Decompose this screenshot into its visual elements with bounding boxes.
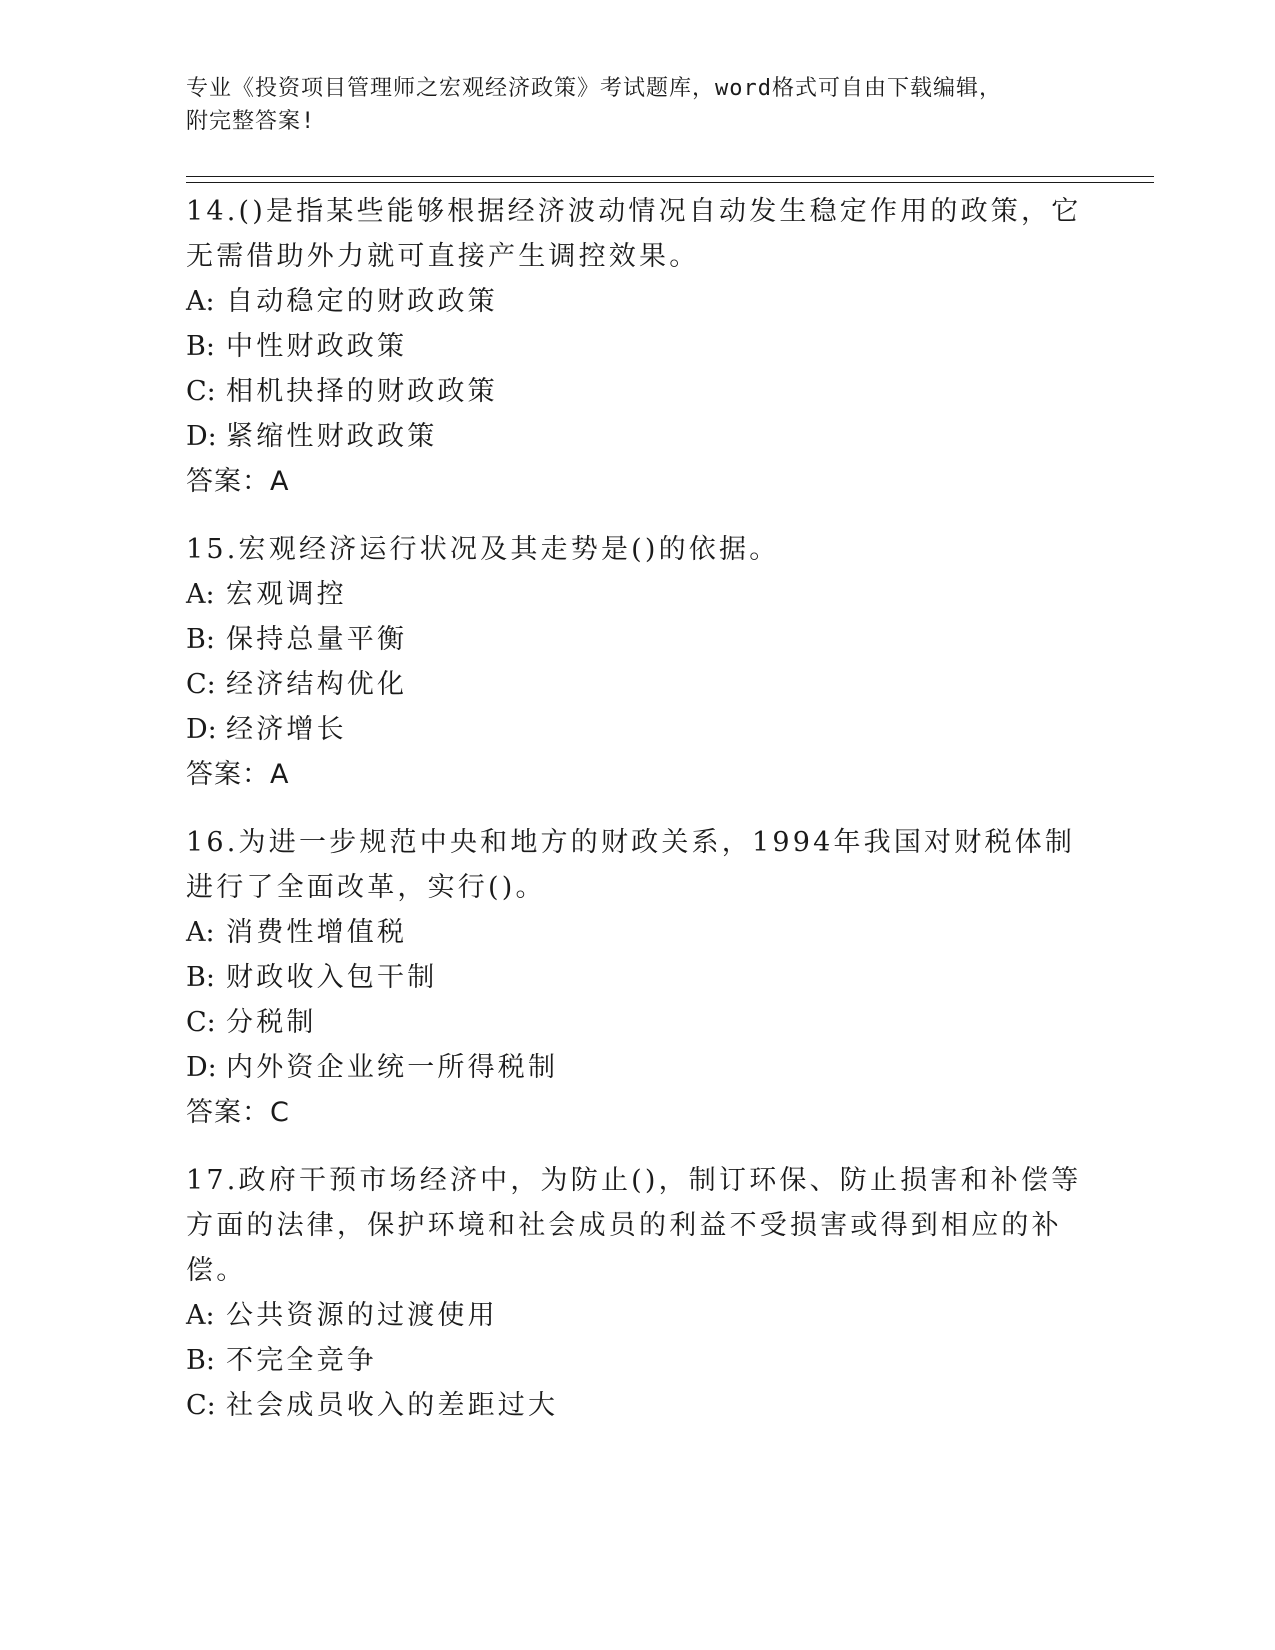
option-a [186,910,1086,955]
option-c [186,1000,1086,1045]
option-letter: D: [186,714,217,745]
option-letter: A: [186,579,215,610]
option-a [186,279,1086,324]
document-header [186,72,1066,138]
answer-line: 答案：A [186,759,290,790]
option-letter: C: [186,376,216,407]
option-text: 内外资企业统一所得税制 [226,1052,559,1083]
option-letter: B: [186,1345,215,1376]
option-text: 相机抉择的财政政策 [226,376,498,407]
answer-line: 答案：C [186,1097,290,1128]
option-text: 社会成员收入的差距过大 [226,1390,559,1421]
option-a [186,572,1086,617]
question-stem: 16.为进一步规范中央和地方的财政关系，1994年我国对财税体制进行了全面改革，实行()。 [186,827,1076,903]
option-d [186,707,1086,752]
option-text: 经济增长 [226,714,347,745]
header-divider-top [186,176,1154,177]
question-stem: 17.政府干预市场经济中，为防止()，制订环保、防止损害和补偿等方面的法律，保护环境和社会成员的利益不受损害或得到相应的补偿。 [186,1165,1082,1286]
option-text: 紧缩性财政政策 [226,421,438,452]
option-letter: D: [186,1052,217,1083]
option-c [186,662,1086,707]
option-letter: C: [186,669,216,700]
option-d [186,1045,1086,1090]
question-15 [186,527,1086,798]
option-text: 经济结构优化 [226,669,408,700]
option-d [186,414,1086,459]
option-c [186,369,1086,414]
option-a [186,1293,1086,1338]
option-c [186,1383,1086,1428]
option-b [186,1338,1086,1383]
option-text: 不完全竞争 [226,1345,377,1376]
option-text: 公共资源的过渡使用 [226,1300,498,1331]
option-letter: A: [186,917,215,948]
question-14 [186,189,1086,505]
question-stem: 14.()是指某些能够根据经济波动情况自动发生稳定作用的政策，它无需借助外力就可直接产生调控效果。 [186,196,1082,272]
answer-line: 答案：A [186,466,290,497]
option-letter: C: [186,1007,216,1038]
option-text: 分税制 [226,1007,317,1038]
option-letter: B: [186,624,215,655]
header-line-1: 专业《投资项目管理师之宏观经济政策》考试题库，word格式可自由下载编辑， [186,76,1002,101]
option-letter: A: [186,286,215,317]
option-text: 消费性增值税 [226,917,408,948]
question-list [186,189,1086,1450]
option-text: 财政收入包干制 [226,962,438,993]
header-line-2: 附完整答案! [186,109,316,134]
option-text: 保持总量平衡 [226,624,408,655]
option-letter: D: [186,421,217,452]
option-text: 自动稳定的财政政策 [226,286,498,317]
option-letter: B: [186,962,215,993]
option-b [186,617,1086,662]
option-text: 宏观调控 [226,579,347,610]
header-divider-bottom [186,182,1154,183]
option-letter: B: [186,331,215,362]
question-16 [186,820,1086,1136]
option-b [186,955,1086,1000]
question-stem: 15.宏观经济运行状况及其走势是()的依据。 [186,534,780,565]
option-letter: C: [186,1390,216,1421]
option-b [186,324,1086,369]
option-text: 中性财政政策 [226,331,408,362]
option-letter: A: [186,1300,215,1331]
question-17 [186,1158,1086,1428]
